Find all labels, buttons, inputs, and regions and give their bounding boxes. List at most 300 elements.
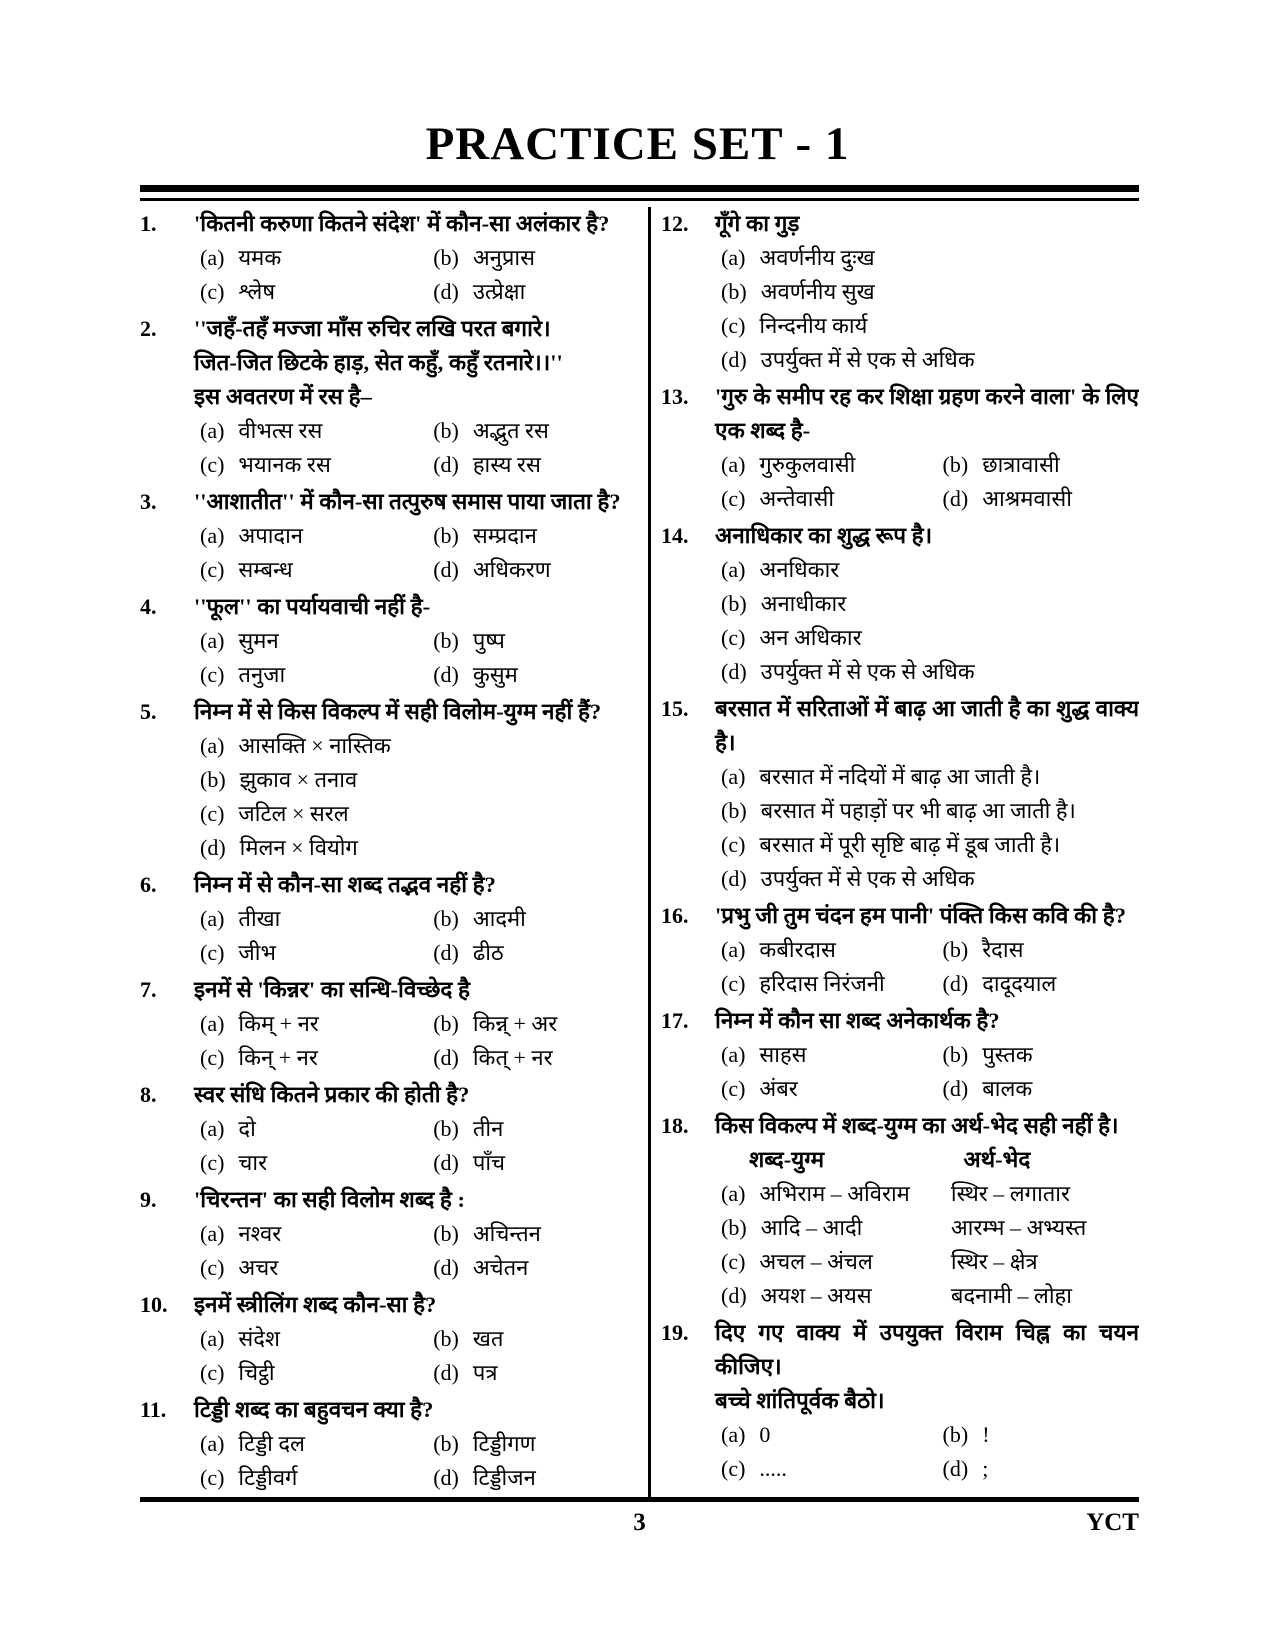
question-number: 7. <box>140 977 157 1002</box>
option-text: आदि – आदी <box>760 1215 863 1240</box>
option-text: उपर्युक्त में से एक से अधिक <box>760 347 975 372</box>
option-label: (d) <box>433 1045 459 1070</box>
option-text: पत्र <box>472 1360 498 1385</box>
question-number: 1. <box>140 211 157 236</box>
option-item <box>433 1356 640 1390</box>
option-label: (a) <box>200 523 225 548</box>
option-text: बालक <box>982 1076 1033 1101</box>
option-label: (a) <box>721 452 746 477</box>
option-text: अचेतन <box>472 1255 529 1280</box>
option-text: आदमी <box>472 906 526 931</box>
options-grid <box>194 1217 640 1285</box>
question-block <box>140 1078 640 1180</box>
option-item <box>721 1418 943 1452</box>
question-block <box>140 590 640 692</box>
question-number: 2. <box>140 316 157 341</box>
option-item <box>943 448 1139 482</box>
options-grid <box>715 553 1139 689</box>
question-block <box>140 868 640 970</box>
options-grid <box>715 1418 1139 1486</box>
options-grid <box>194 414 640 482</box>
option-label: (c) <box>721 313 746 338</box>
option-label: (b) <box>433 628 459 653</box>
option-item <box>721 1245 951 1279</box>
option-item <box>721 1452 943 1486</box>
option-item <box>433 1427 640 1461</box>
question-block <box>661 1004 1139 1106</box>
option-text: तीन <box>472 1116 504 1141</box>
option-text: पुस्तक <box>982 1042 1033 1067</box>
page-number: 3 <box>633 1509 646 1536</box>
option-item <box>721 760 1139 794</box>
option-item <box>200 1217 433 1251</box>
question-block <box>661 519 1139 689</box>
option-label: (c) <box>721 832 746 857</box>
option-label: (d) <box>942 971 969 996</box>
option-item <box>721 309 1139 343</box>
option-item <box>200 936 433 970</box>
question-body <box>715 1004 1139 1106</box>
options-grid <box>194 729 640 865</box>
option-item <box>433 936 640 970</box>
option-text: अपादान <box>238 523 304 548</box>
option-item <box>200 763 640 797</box>
option-text: 0 <box>759 1422 771 1447</box>
option-label: (d) <box>942 1456 969 1481</box>
option-text: रैदास <box>982 937 1024 962</box>
option-label: (d) <box>942 486 969 511</box>
option-item <box>433 519 640 553</box>
option-item <box>200 1146 433 1180</box>
question-number: 8. <box>140 1082 157 1107</box>
option-label: (d) <box>721 866 747 891</box>
option-text: सम्प्रदान <box>472 523 537 548</box>
option-item <box>200 624 433 658</box>
option-item <box>200 797 640 831</box>
options-grid <box>715 448 1139 516</box>
option-label: (b) <box>200 767 226 792</box>
option-item <box>721 862 1139 896</box>
question-text: दिए गए वाक्य में उपयुक्त विराम चिह्न का चयन कीजिए। <box>715 1320 1139 1379</box>
option-item <box>200 1041 433 1075</box>
option-label: (c) <box>721 625 746 650</box>
question-text: 'गुरु के समीप रह कर शिक्षा ग्रहण करने वाला' के लिए एक शब्द है- <box>715 384 1139 443</box>
question-body <box>194 312 640 482</box>
option-meaning: स्थिर – लगातार <box>950 1181 1070 1206</box>
options-grid <box>194 241 640 309</box>
question-body <box>194 868 640 970</box>
option-item <box>943 967 1139 1001</box>
option-item <box>433 658 640 692</box>
option-text: अन अधिकार <box>759 625 862 650</box>
question-block <box>140 1183 640 1285</box>
option-label: (a) <box>721 937 746 962</box>
option-item <box>433 624 640 658</box>
option-text: तनुजा <box>238 662 286 687</box>
option-text: किन् + नर <box>238 1045 318 1070</box>
option-text: निन्दनीय कार्य <box>759 313 868 338</box>
question-body <box>715 380 1139 516</box>
question-number: 6. <box>140 872 157 897</box>
question-block <box>661 1316 1139 1486</box>
question-number: 12. <box>661 211 689 236</box>
option-item <box>200 241 433 275</box>
option-item <box>433 1461 640 1495</box>
question-block <box>661 380 1139 516</box>
option-text: टिड्डीजन <box>472 1465 536 1490</box>
option-text: अचर <box>238 1255 279 1280</box>
options-grid <box>715 1038 1139 1106</box>
option-row <box>715 1177 1139 1211</box>
question-text: किस विकल्प में शब्द-युग्म का अर्थ-भेद सही नहीं है। <box>715 1113 1119 1138</box>
column-header: शब्द-युग्म <box>749 1147 825 1172</box>
option-label: (a) <box>721 1181 746 1206</box>
option-text: नश्वर <box>238 1221 282 1246</box>
question-body <box>194 485 640 587</box>
option-label: (b) <box>721 591 747 616</box>
option-label: (c) <box>200 1360 225 1385</box>
option-label: (d) <box>942 1076 969 1101</box>
question-text: इस अवतरण में रस है– <box>194 384 372 409</box>
option-item <box>721 1072 943 1106</box>
option-label: (a) <box>200 1431 225 1456</box>
option-item <box>721 482 943 516</box>
option-item <box>943 933 1139 967</box>
option-item <box>433 553 640 587</box>
option-text: यमक <box>238 245 282 270</box>
option-meaning: बदनामी – लोहा <box>950 1283 1072 1308</box>
options-grid <box>194 624 640 692</box>
option-label: (c) <box>721 1456 746 1481</box>
question-body <box>715 207 1139 377</box>
options-grid <box>194 1112 640 1180</box>
option-label: (c) <box>721 971 746 996</box>
option-text: ढीठ <box>472 940 504 965</box>
option-text: मिलन × वियोग <box>239 835 358 860</box>
option-item <box>433 241 640 275</box>
option-text: अयश – अयस <box>760 1283 872 1308</box>
option-text: हरिदास निरंजनी <box>759 971 885 996</box>
option-item <box>433 275 640 309</box>
option-label: (c) <box>200 557 225 582</box>
option-text: टिड्डीवर्ग <box>238 1465 298 1490</box>
option-label: (c) <box>721 486 746 511</box>
option-row <box>715 1245 1139 1279</box>
question-number: 5. <box>140 699 157 724</box>
option-text: किन्न् + अर <box>472 1011 558 1036</box>
option-text: आश्रमवासी <box>982 486 1072 511</box>
option-text: श्लेष <box>238 279 276 304</box>
option-text: टिड्डीगण <box>472 1431 536 1456</box>
option-label: (c) <box>200 1255 225 1280</box>
option-label: (a) <box>721 1422 746 1447</box>
option-label: (a) <box>200 1326 225 1351</box>
column-left <box>140 207 648 1497</box>
question-block <box>661 899 1139 1001</box>
option-row <box>715 1211 1139 1245</box>
option-text: अचिन्तन <box>472 1221 541 1246</box>
column-right <box>651 207 1139 1497</box>
question-block <box>140 695 640 865</box>
question-body <box>194 1183 640 1285</box>
option-text: कुसुम <box>472 662 518 687</box>
option-label: (d) <box>721 347 747 372</box>
question-text: बच्चे शांतिपूर्वक बैठो। <box>715 1388 885 1413</box>
option-item <box>721 343 1139 377</box>
question-text: टिड्डी शब्द का बहुवचन क्या है? <box>194 1397 434 1422</box>
question-number: 11. <box>140 1397 167 1422</box>
question-number: 17. <box>661 1008 689 1033</box>
option-label: (d) <box>433 1150 459 1175</box>
option-label: (d) <box>433 279 459 304</box>
option-label: (c) <box>721 1249 746 1274</box>
question-number: 14. <box>661 523 689 548</box>
option-label: (a) <box>200 418 225 443</box>
option-label: (d) <box>721 1283 747 1308</box>
option-item <box>433 1112 640 1146</box>
option-item <box>943 1038 1139 1072</box>
option-label: (c) <box>200 1465 225 1490</box>
option-text: बरसात में पहाड़ों पर भी बाढ़ आ जाती है। <box>760 798 1076 823</box>
option-item <box>721 1177 951 1211</box>
option-label: (a) <box>721 245 746 270</box>
option-text: चार <box>238 1150 268 1175</box>
option-text: वीभत्स रस <box>238 418 323 443</box>
option-text: जटिल × सरल <box>238 801 349 826</box>
option-label: (d) <box>433 940 459 965</box>
question-text: अनाधिकार का शुद्ध रूप है। <box>715 523 933 548</box>
option-item <box>200 1251 433 1285</box>
option-text: पुष्प <box>472 628 505 653</box>
question-number: 4. <box>140 594 157 619</box>
option-label: (a) <box>721 764 746 789</box>
option-text: टिड्डी दल <box>238 1431 305 1456</box>
option-text: अवर्णनीय दुःख <box>759 245 875 270</box>
option-item <box>200 729 640 763</box>
option-label: (b) <box>433 906 459 931</box>
option-item <box>943 1072 1139 1106</box>
option-text: अन्तेवासी <box>759 486 835 511</box>
options-grid <box>194 1007 640 1075</box>
option-text: भयानक रस <box>238 452 331 477</box>
option-label: (b) <box>433 1431 459 1456</box>
option-item <box>433 414 640 448</box>
option-item <box>433 1251 640 1285</box>
option-text: छात्रावासी <box>982 452 1060 477</box>
option-label: (c) <box>200 452 225 477</box>
option-text: बरसात में नदियों में बाढ़ आ जाती है। <box>759 764 1041 789</box>
option-label: (b) <box>433 1116 459 1141</box>
option-item <box>721 967 943 1001</box>
question-block <box>140 207 640 309</box>
option-label: (a) <box>200 245 225 270</box>
option-text: उत्प्रेक्षा <box>472 279 526 304</box>
question-body <box>715 899 1139 1001</box>
option-label: (d) <box>433 662 459 687</box>
option-item <box>721 1279 951 1313</box>
option-item <box>721 553 1139 587</box>
option-text: दादूदयाल <box>982 971 1057 996</box>
option-item <box>721 828 1139 862</box>
option-label: (b) <box>433 1326 459 1351</box>
option-text: किम् + नर <box>238 1011 319 1036</box>
word-pair-headers <box>715 1143 1139 1177</box>
question-number: 19. <box>661 1320 689 1345</box>
question-text: ''जहँ-तहँ मज्जा माँस रुचिर लखि परत बगारे। <box>194 316 551 341</box>
option-text: तीखा <box>238 906 281 931</box>
option-label: (b) <box>433 418 459 443</box>
option-item <box>721 587 1139 621</box>
option-label: (c) <box>721 1076 746 1101</box>
question-body <box>194 695 640 865</box>
question-body <box>194 973 640 1075</box>
question-block <box>140 312 640 482</box>
question-body <box>194 1078 640 1180</box>
option-label: (b) <box>433 1011 459 1036</box>
option-item <box>200 831 640 865</box>
question-body <box>194 1393 640 1495</box>
option-text: दो <box>238 1116 256 1141</box>
option-text: अचल – अंचल <box>759 1249 873 1274</box>
option-item <box>721 655 1139 689</box>
option-label: (c) <box>200 1150 225 1175</box>
option-label: (c) <box>200 662 225 687</box>
option-label: (d) <box>433 1360 459 1385</box>
question-text: 'चिरन्तन' का सही विलोम शब्द है : <box>194 1187 465 1212</box>
option-item <box>200 414 433 448</box>
option-label: (d) <box>433 452 459 477</box>
options-grid <box>194 1322 640 1390</box>
column-header: अर्थ-भेद <box>963 1147 1031 1172</box>
option-item <box>200 1007 433 1041</box>
option-label: (b) <box>942 937 969 962</box>
option-item <box>721 275 1139 309</box>
option-item <box>200 1322 433 1356</box>
option-text: अद्भुत रस <box>472 418 549 443</box>
publisher-label: YCT <box>1086 1509 1139 1536</box>
question-number: 15. <box>661 696 689 721</box>
option-text: चिट्ठी <box>238 1360 275 1385</box>
option-item <box>943 482 1139 516</box>
option-label: (d) <box>721 659 747 684</box>
question-number: 16. <box>661 903 689 928</box>
option-meaning: आरम्भ – अभ्यस्त <box>950 1215 1087 1240</box>
question-text: इनमें से 'किन्नर' का सन्धि-विच्छेद है <box>194 977 470 1002</box>
option-text: हास्य रस <box>472 452 541 477</box>
option-text: कबीरदास <box>759 937 836 962</box>
option-text: अनाधीकार <box>760 591 847 616</box>
option-label: (b) <box>942 1422 969 1447</box>
option-item <box>200 658 433 692</box>
option-item <box>433 1041 640 1075</box>
option-item <box>200 553 433 587</box>
question-number: 3. <box>140 489 157 514</box>
question-block <box>140 1288 640 1390</box>
option-text: अंबर <box>759 1076 798 1101</box>
option-item <box>721 1038 943 1072</box>
option-label: (a) <box>200 906 225 931</box>
option-item <box>433 1322 640 1356</box>
option-label: (a) <box>200 1221 225 1246</box>
footer-rule <box>140 1497 1139 1502</box>
option-label: (b) <box>433 245 459 270</box>
option-text: गुरुकुलवासी <box>759 452 856 477</box>
option-item <box>433 1146 640 1180</box>
options-grid <box>194 1427 640 1495</box>
option-label: (c) <box>200 801 225 826</box>
option-item <box>433 1007 640 1041</box>
page-title: PRACTICE SET - 1 <box>425 118 850 170</box>
question-body <box>194 1288 640 1390</box>
option-item <box>433 902 640 936</box>
option-text: साहस <box>759 1042 807 1067</box>
footer <box>140 1506 1139 1540</box>
question-block <box>140 1393 640 1495</box>
question-text: 'कितनी करुणा कितने संदेश' में कौन-सा अलंकार है? <box>194 211 610 236</box>
option-item <box>200 1427 433 1461</box>
option-text: खत <box>472 1326 504 1351</box>
option-item <box>943 1452 1139 1486</box>
option-item <box>721 241 1139 275</box>
question-text: बरसात में सरिताओं में बाढ़ आ जाती है का शुद्ध वाक्य है। <box>715 696 1139 755</box>
question-text: ''आशातीत'' में कौन-सा तत्पुरुष समास पाया जाता है? <box>194 489 621 514</box>
question-body <box>715 519 1139 689</box>
question-text: निम्न में से किस विकल्प में सही विलोम-युग्म नहीं हैं? <box>194 699 602 724</box>
question-block <box>140 485 640 587</box>
options-grid <box>715 241 1139 377</box>
option-text: अनधिकार <box>759 557 840 582</box>
option-label: (b) <box>942 452 969 477</box>
option-label: (a) <box>721 1042 746 1067</box>
option-label: (a) <box>200 628 225 653</box>
option-text: उपर्युक्त में से एक से अधिक <box>760 866 975 891</box>
question-body <box>194 207 640 309</box>
options-grid <box>194 902 640 970</box>
option-text: ! <box>982 1422 990 1447</box>
option-text: पाँच <box>472 1150 506 1175</box>
option-item <box>721 448 943 482</box>
option-label: (d) <box>433 1465 459 1490</box>
question-body <box>715 1109 1139 1313</box>
question-text: जित-जित छिटके हाड़, सेत कहुँ, कहुँ रतनारे।।'' <box>194 350 563 375</box>
option-text: जीभ <box>238 940 276 965</box>
option-label: (b) <box>433 1221 459 1246</box>
option-item <box>200 1356 433 1390</box>
option-text: अनुप्रास <box>472 245 535 270</box>
question-text: 'प्रभु जी तुम चंदन हम पानी' पंक्ति किस कवि की है? <box>715 903 1126 928</box>
question-number: 13. <box>661 384 689 409</box>
question-number: 9. <box>140 1187 157 1212</box>
question-text: गूँगे का गुड़ <box>715 211 800 236</box>
question-text: स्वर संधि कितने प्रकार की होती है? <box>194 1082 470 1107</box>
question-block <box>661 692 1139 896</box>
question-block <box>661 1109 1139 1313</box>
question-columns <box>140 207 1139 1497</box>
option-text: ..... <box>759 1456 787 1481</box>
option-item <box>200 1461 433 1495</box>
option-label: (d) <box>433 557 459 582</box>
option-label: (d) <box>433 1255 459 1280</box>
option-label: (a) <box>721 557 746 582</box>
question-text: इनमें स्त्रीलिंग शब्द कौन-सा है? <box>194 1292 437 1317</box>
option-label: (a) <box>200 733 225 758</box>
option-label: (c) <box>200 940 225 965</box>
option-label: (c) <box>200 279 225 304</box>
option-item <box>943 1418 1139 1452</box>
option-item <box>433 1217 640 1251</box>
option-label: (b) <box>433 523 459 548</box>
question-number: 18. <box>661 1113 689 1138</box>
